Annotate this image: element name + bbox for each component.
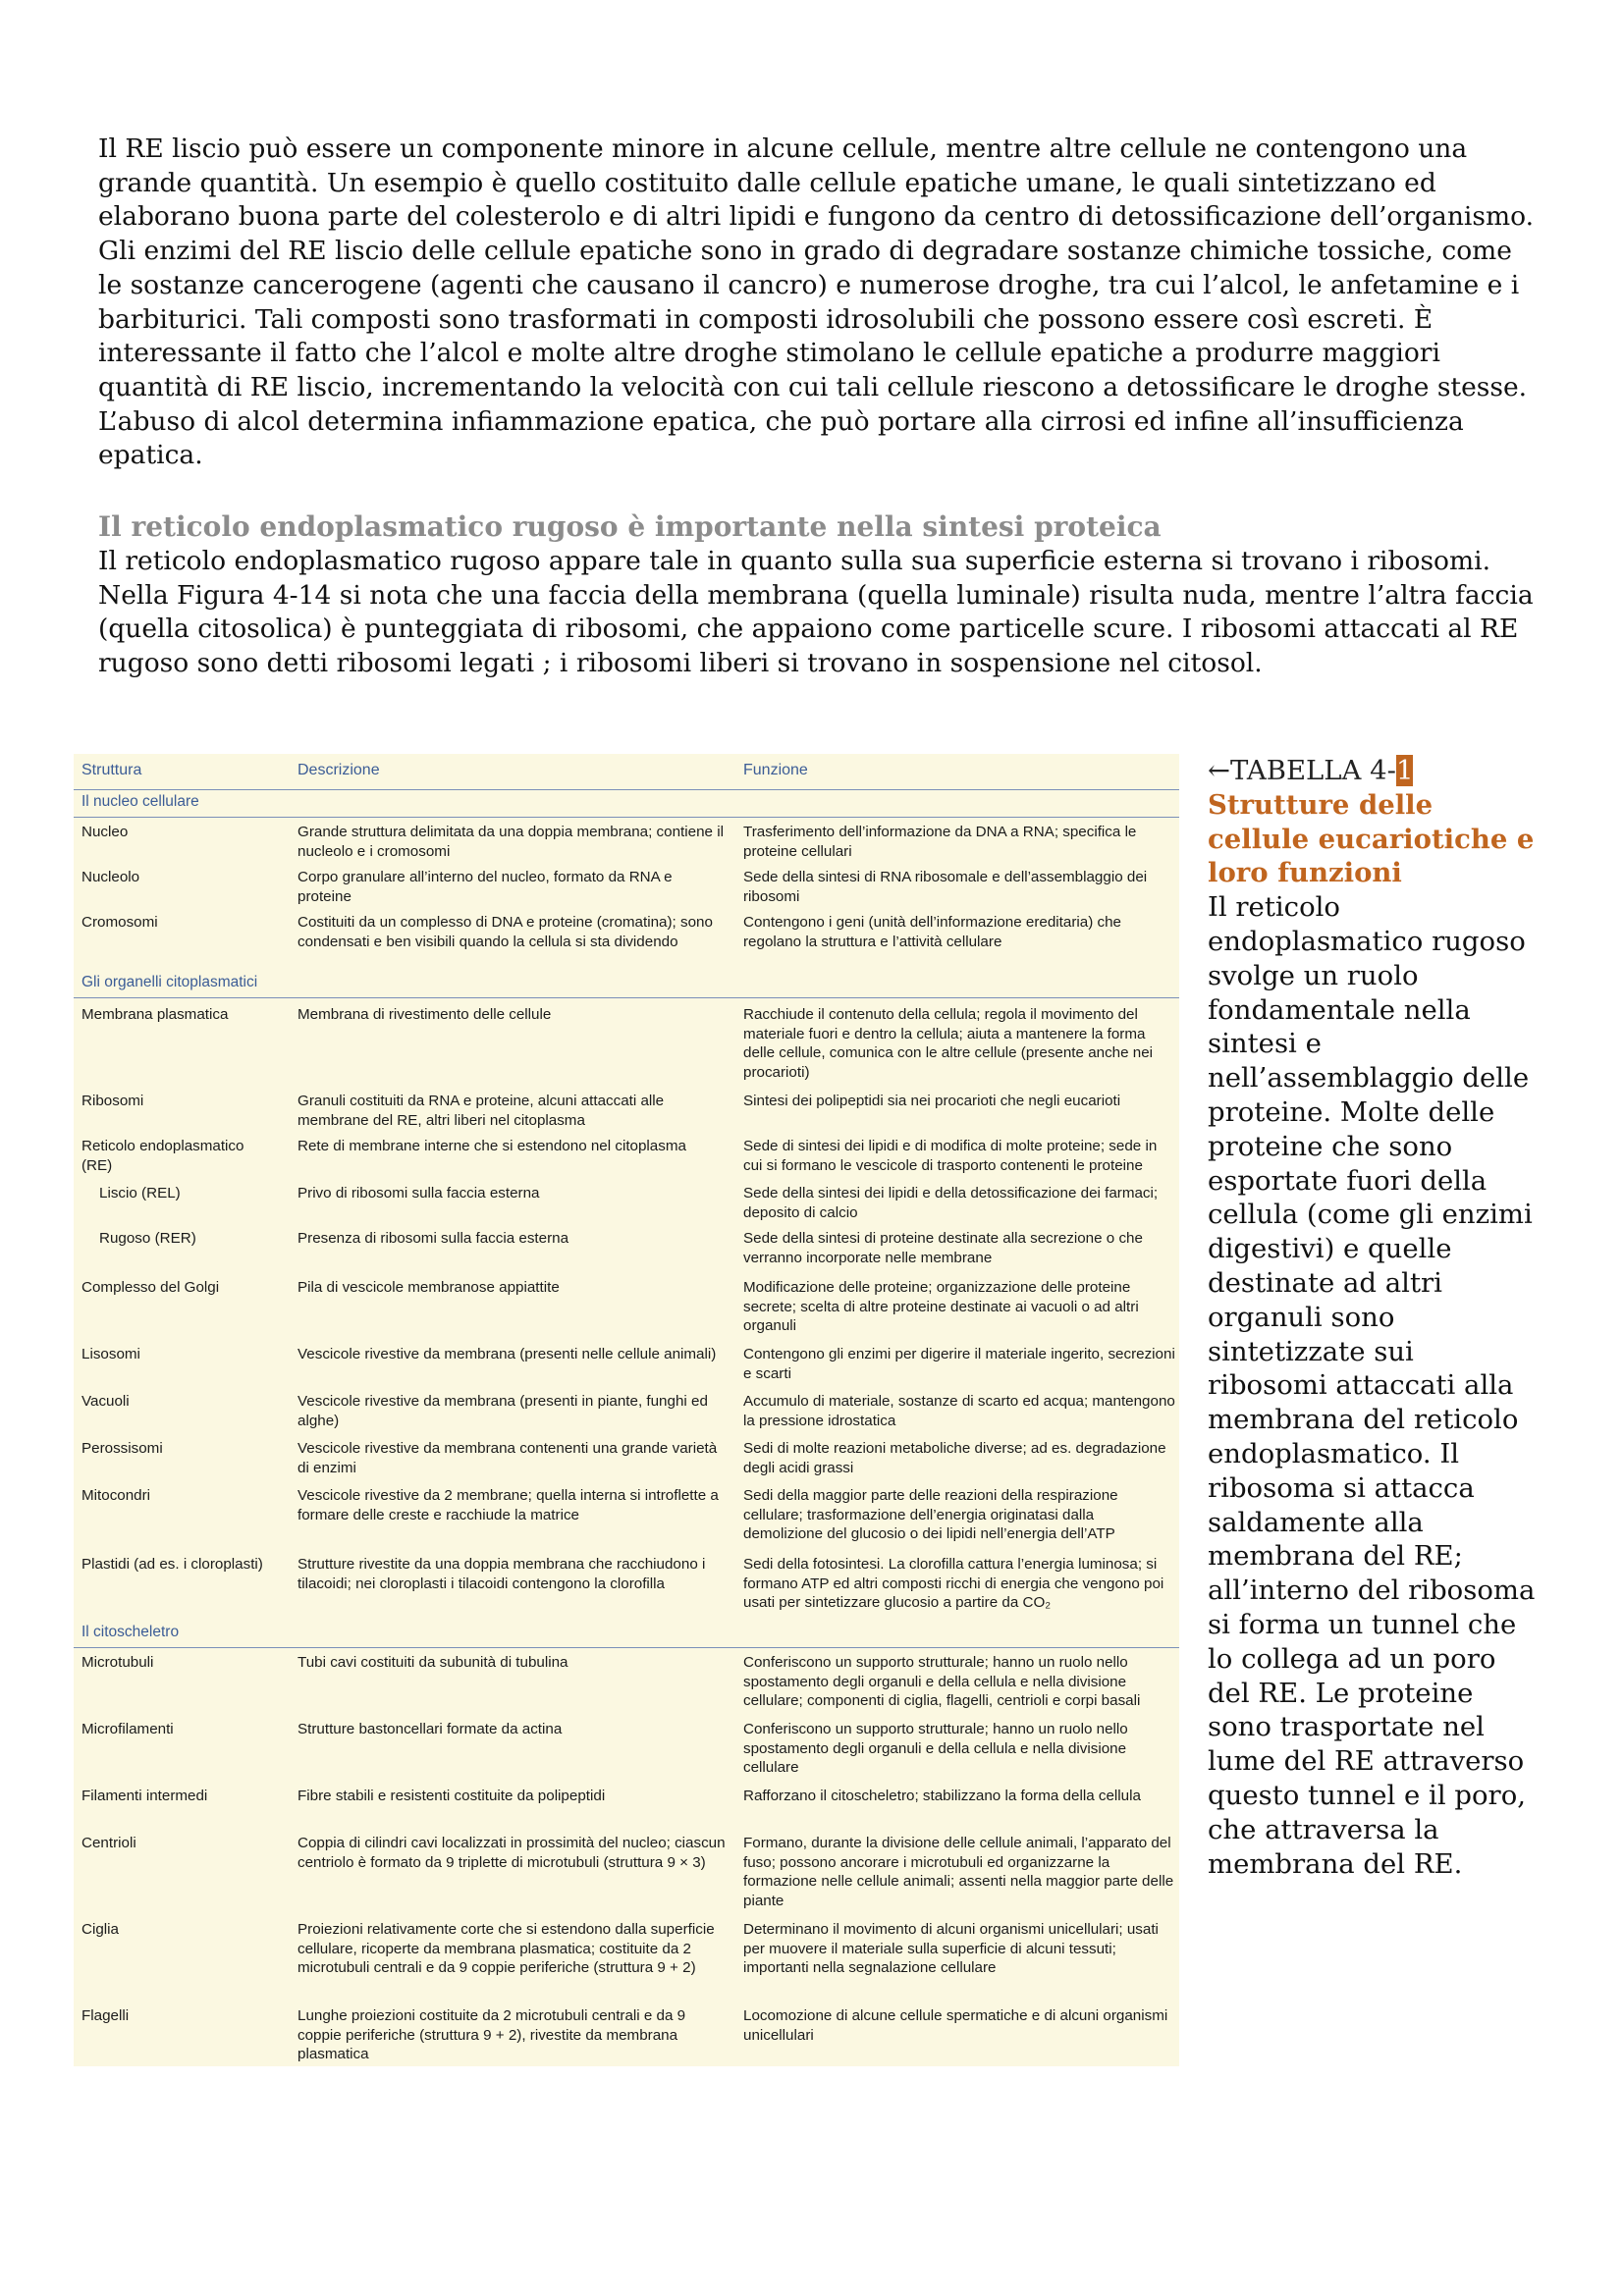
eukaryotic-structures-table: Struttura Descrizione Funzione Il nucleo cellulare Nucleo Grande struttura delimitata da una doppia membrana; contiene il nucleolo e i cromosomi Trasferimento dell’informazione da DNA a RNA; specifica le proteine cellulari Nucleolo Corpo granulare all’interno del nucleo, formato da RNA e proteine Sede della sintesi di RNA ribosomale e dell’assemblaggio dei ribosomi Cromosomi Costituiti da un complesso di DNA e proteine (cromatina); sono condensati e ben visibili quando la cellula si sta dividendo Contengono i geni (unità dell’informazione ereditaria) che regolano la struttura e l’attività cellulare Gli organelli citoplasmatici Membrana plasmatica Membrana di rivestimento delle cellule Racchiude il contenuto della cellula; regola il movimento del materiale fuori e dentro la cellula; aiuta a mantenere la forma delle cellule, comunica con le altre cellule (presente anche nei procarioti) Ribosomi Granuli costituiti da RNA e proteine, alcuni attaccati alle membrane del RE, altri liberi nel citoplasma Sintesi dei polipeptidi sia nei procarioti che negli eucarioti Reticolo endoplasmatico (RE) Rete di membrane interne che si estendono nel citoplasma Sede di sintesi dei lipidi e di modifica di molte proteine; sede in cui si formano le vescicole di trasporto contenenti le proteine Liscio (REL) Privo di ribosomi sulla faccia esterna Sede della sintesi dei lipidi e della detossificazione dei farmaci; deposito di calcio Rugoso (RER) Presenza di ribosomi sulla faccia esterna Sede della sintesi di proteine destinate alla secrezione o che verranno incorporate nelle membrane Complesso del Golgi Pila di vescicole membranose appiattite Modificazione delle proteine; organizzazione delle proteine secrete; scelta di altre proteine destinate ai vacuoli o ad altri organuli Lisosomi Vescicole rivestive da membrana (presenti nelle cellule animali) Contengono gli enzimi per digerire il materiale ingerito, secrezioni e scarti Vacuoli Vescicole rivestive da membrana (presenti in piante, funghi ed alghe) Accumulo di materiale, sostanze di scarto ed acqua; mantengono la pressione idrostatica Perossisomi Vescicole rivestive da membrana contenenti una grande varietà di enzimi Sedi di molte reazioni metaboliche diverse; ad es. degradazione degli acidi grassi Mitocondri Vescicole rivestive da 2 membrane; quella interna si introflette a formare delle creste e racchiude la matrice Sedi della maggior parte delle reazioni della respirazione cellulare; trasformazione dell’energia originatasi dalla demolizione del glucosio o dei lipidi nell’energia dell’ATP Plastidi (ad es. i cloroplasti) Strutture rivestite da una doppia membrana che racchiudono i tilacoidi; nei cloroplasti i tilacoidi contengono la clorofilla Sedi della fotosintesi. La clorofilla cattura l’energia luminosa; si formano ATP ed altri composti ricchi di energia che vengono poi usati per sintetizzare glucosio a partire da CO₂ Il citoscheletro Microtubuli Tubi cavi costituiti da subunità di tubulina Conferiscono un supporto strutturale; hanno un ruolo nello spostamento degli organuli e della cellula e nella divisione cellulare; componenti di ciglia, flagelli, centrioli e corpi basali Microfilamenti Strutture bastoncellari formate da actina Conferiscono un supporto strutturale; hanno un ruolo nello spostamento degli organuli e della cellula e nella divisione cellulare Filamenti intermedi Fibre stabili e resistenti costituite da polipeptidi Rafforzano il citoscheletro; stabilizzano la forma della cellula Centrioli Coppia di cilindri cavi localizzati in prossimità del nucleo; ciascun centriolo è formato da 9 triplette di microtubuli (struttura 9 × 3) Formano, durante la divisione delle cellule animali, l’apparato del fuso; possono ancorare i microtubuli ed organizzarne la formazione nelle cellule animali; assenti nella maggior parte delle piante Ciglia Proiezioni relativamente corte che si estendono dalla superficie cellulare, ricoperte da membrana plasmatica; costituite da 2 microtubuli centrali e da 9 coppie periferiche (struttura 9 + 2) Determinano il movimento di alcuni organismi unicellulari; usati per muovere il materiale sulla superficie di alcuni tessuti; importanti nella segnalazione cellulare Flagelli Lunghe proiezioni costituite da 2 microtubuli centrali e da 9 coppie periferiche (struttura 9 + 2), rivestite da membrana plasmatica Locomozione di alcune cellule spermatiche e di alcuni organismi unicellulari [74,754,1179,2066]
section-organelles: Gli organelli citoplasmatici [74,972,1179,998]
table-header [74,754,1179,790]
header-description: Descrizione [298,762,380,778]
table-caption [1208,754,1542,1881]
section-heading: Il reticolo endoplasmatico rugoso è importante nella sintesi proteica [98,510,1162,543]
section-paragraph: Il reticolo endoplasmatico rugoso appare tale in quanto sulla sua superficie esterna si trovano i ribosomi. Nella Figura 4-14 si nota che una faccia della membrana (quella luminale) risulta nuda, mentre l’altra faccia (quella citosolica) è punteggiata di ribosomi, che appaiono come particelle scure. I ribosomi attaccati al RE rugoso sono detti ribosomi legati ; i ribosomi liberi si trovano in sospensione nel citosol. [98,546,1534,679]
header-function: Funzione [743,762,808,778]
caption-number: 1 [1395,755,1414,786]
section-cytoskeleton: Il citoscheletro [74,1622,1179,1648]
section-nucleus: Il nucleo cellulare [74,791,1179,818]
header-structure: Struttura [81,762,142,778]
caption-label: ←TABELLA 4- [1208,755,1396,786]
caption-title: Strutture delle cellule eucariotiche e loro funzioni [1208,788,1535,889]
caption-body: Il reticolo endoplasmatico rugoso svolge un ruolo fondamentale nella sintesi e nell’assemblaggio delle proteine. Molte delle proteine che sono esportate fuori della cellula (come gli enzimi digestivi) e quelle destinate ad altri organuli sono sintetizzate sui ribosomi attaccati alla membrana del reticolo endoplasmatico. Il ribosoma si attacca saldamente alla membrana del RE; all’interno del ribosoma si forma un tunnel che lo collega ad un poro del RE. Le proteine sono trasportate nel lume del RE attraverso questo tunnel e il poro, che attraversa la membrana del RE. [1208,891,1536,1880]
intro-paragraph: Il RE liscio può essere un componente minore in alcune cellule, mentre altre cellule ne contengono una grande quantità. Un esempio è quello costituito dalle cellule epatiche umane, le quali sintetizzano ed elaborano buona parte del colesterolo e di altri lipidi e fungono da centro di detossificazione dell’organismo. Gli enzimi del RE liscio delle cellule epatiche sono in grado di degradare sostanze chimiche tossiche, come le sostanze cancerogene (agenti che causano il cancro) e numerose droghe, tra cui l’alcol, le anfetamine e i barbiturici. Tali composti sono trasformati in composti idrosolubili che possono essere così escreti. È interessante il fatto che l’alcol e molte altre droghe stimolano le cellule epatiche a produrre maggiori quantità di RE liscio, incrementando la velocità con cui tali cellule riescono a detossificare le droghe stesse. L’abuso di alcol determina infiammazione epatica, che può portare alla cirrosi ed infine all’insufficienza epatica. [98,133,1535,471]
